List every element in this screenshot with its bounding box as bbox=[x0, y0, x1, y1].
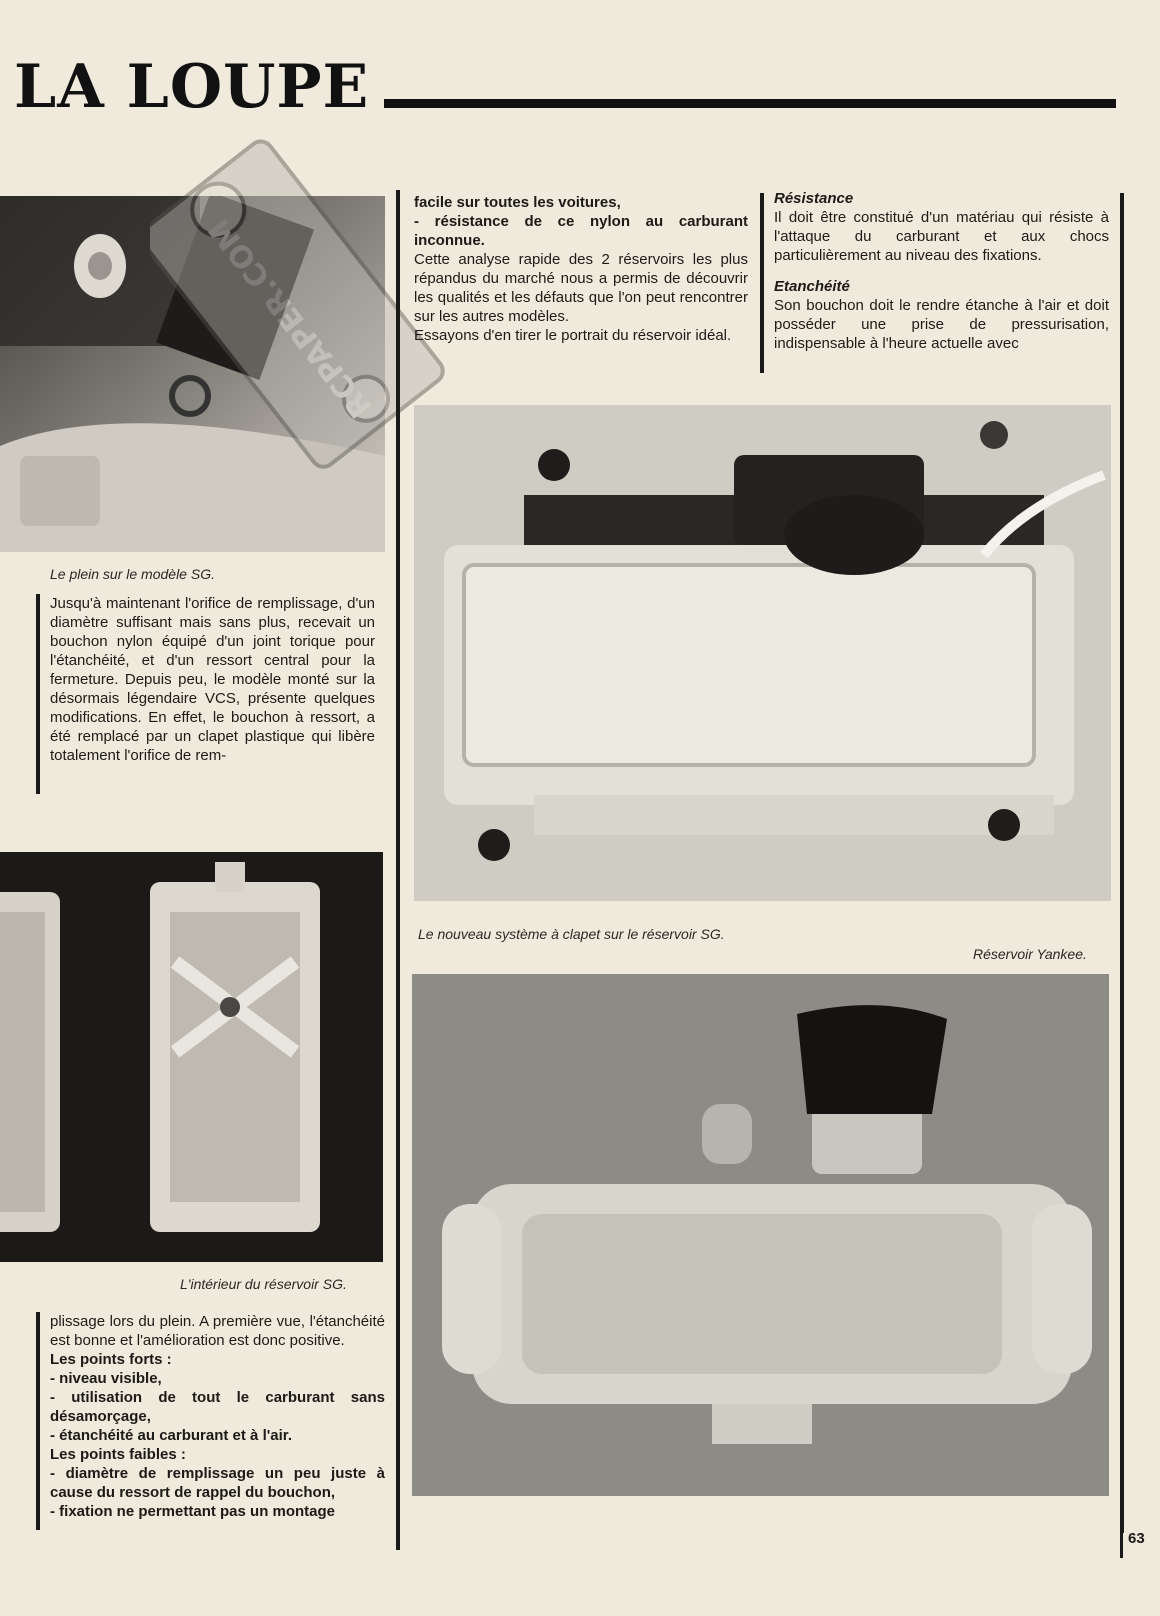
strong-point-item: - utilisation de tout le carburant sans désamorçage, bbox=[50, 1389, 385, 1425]
paragraph-ideal-tank: Essayons d'en tirer le portrait du réservoir idéal. bbox=[414, 327, 732, 344]
middle-line-1: facile sur toutes les voitures, bbox=[414, 194, 621, 211]
photo-yankee-tank bbox=[412, 974, 1109, 1496]
right-edge-bar bbox=[1120, 193, 1124, 1533]
weak-point-item: - diamètre de remplissage un peu juste à cause du ressort de rappel du bouchon, bbox=[50, 1465, 385, 1501]
weak-point-item: - fixation ne permettant pas un montage bbox=[50, 1503, 336, 1520]
paragraph-resistance: Il doit être constitué d'un matériau qui résiste à l'attaque du carburant et aux chocs particulièrement au niveau des fixations. bbox=[774, 209, 1109, 264]
page-number-bar bbox=[1120, 1520, 1123, 1558]
left-column-bar-bottom bbox=[36, 1312, 40, 1530]
strong-point-item: - étanchéité au carburant et à l'air. bbox=[50, 1427, 292, 1444]
paragraph-sealing: Son bouchon doit le rendre étanche à l'air et doit posséder une prise de pressurisation, indispensable à l'heure actuelle avec bbox=[774, 297, 1109, 352]
heading-sealing: Etanchéité bbox=[774, 278, 850, 295]
strong-points-title: Les points forts : bbox=[50, 1351, 172, 1368]
caption-photo2: Le nouveau système à clapet sur le réservoir SG. bbox=[418, 926, 725, 942]
page-title: LA LOUPE bbox=[14, 52, 370, 122]
middle-column-text bbox=[414, 193, 748, 345]
left-column-bar-top bbox=[36, 594, 40, 794]
svg-text:RCPAPER.COM: RCPAPER.COM bbox=[202, 211, 380, 425]
paragraph-filling-orifice: Jusqu'à maintenant l'orifice de remplissage, d'un diamètre suffisant mais sans plus, recevait un bouchon nylon équipé d'un joint torique pour l'étanchéité, et d'un ressort central pour la fermeture. Depuis peu, le modèle monté sur la désormais légendaire VCS, présente quelques modifications. En effet, le bouchon à ressort, a été remplacé par un clapet plastique qui libère totalement l'orifice de rem- bbox=[50, 595, 375, 764]
photo-tank-interior bbox=[0, 852, 383, 1262]
caption-photo4: Réservoir Yankee. bbox=[973, 946, 1087, 962]
strong-point-item: - niveau visible, bbox=[50, 1370, 162, 1387]
heading-resistance: Résistance bbox=[774, 190, 854, 207]
photo-valve-system bbox=[414, 405, 1111, 901]
weak-points-title: Les points faibles : bbox=[50, 1446, 186, 1463]
right-column-bar bbox=[760, 193, 764, 373]
paragraph-first-impression: plissage lors du plein. A première vue, l'étanchéité est bonne et l'amélioration est donc positive. bbox=[50, 1313, 385, 1349]
middle-line-2: - résistance de ce nylon au carburant inconnue. bbox=[414, 213, 748, 249]
caption-photo1: Le plein sur le modèle SG. bbox=[50, 566, 215, 582]
paragraph-analysis: Cette analyse rapide des 2 réservoirs les plus répandus du marché nous a permis de découvrir les qualités et les défauts que l'on peut rencontrer sur les autres modèles. bbox=[414, 251, 748, 325]
right-column-text bbox=[774, 189, 1109, 353]
center-column-rule bbox=[396, 190, 400, 1550]
caption-photo3: L'intérieur du réservoir SG. bbox=[180, 1276, 347, 1292]
left-column-bottom-text bbox=[50, 1312, 385, 1521]
left-column-top-text bbox=[50, 594, 375, 765]
page-number: 63 bbox=[1128, 1530, 1145, 1547]
title-rule bbox=[384, 99, 1116, 108]
watermark-stamp bbox=[150, 118, 450, 478]
